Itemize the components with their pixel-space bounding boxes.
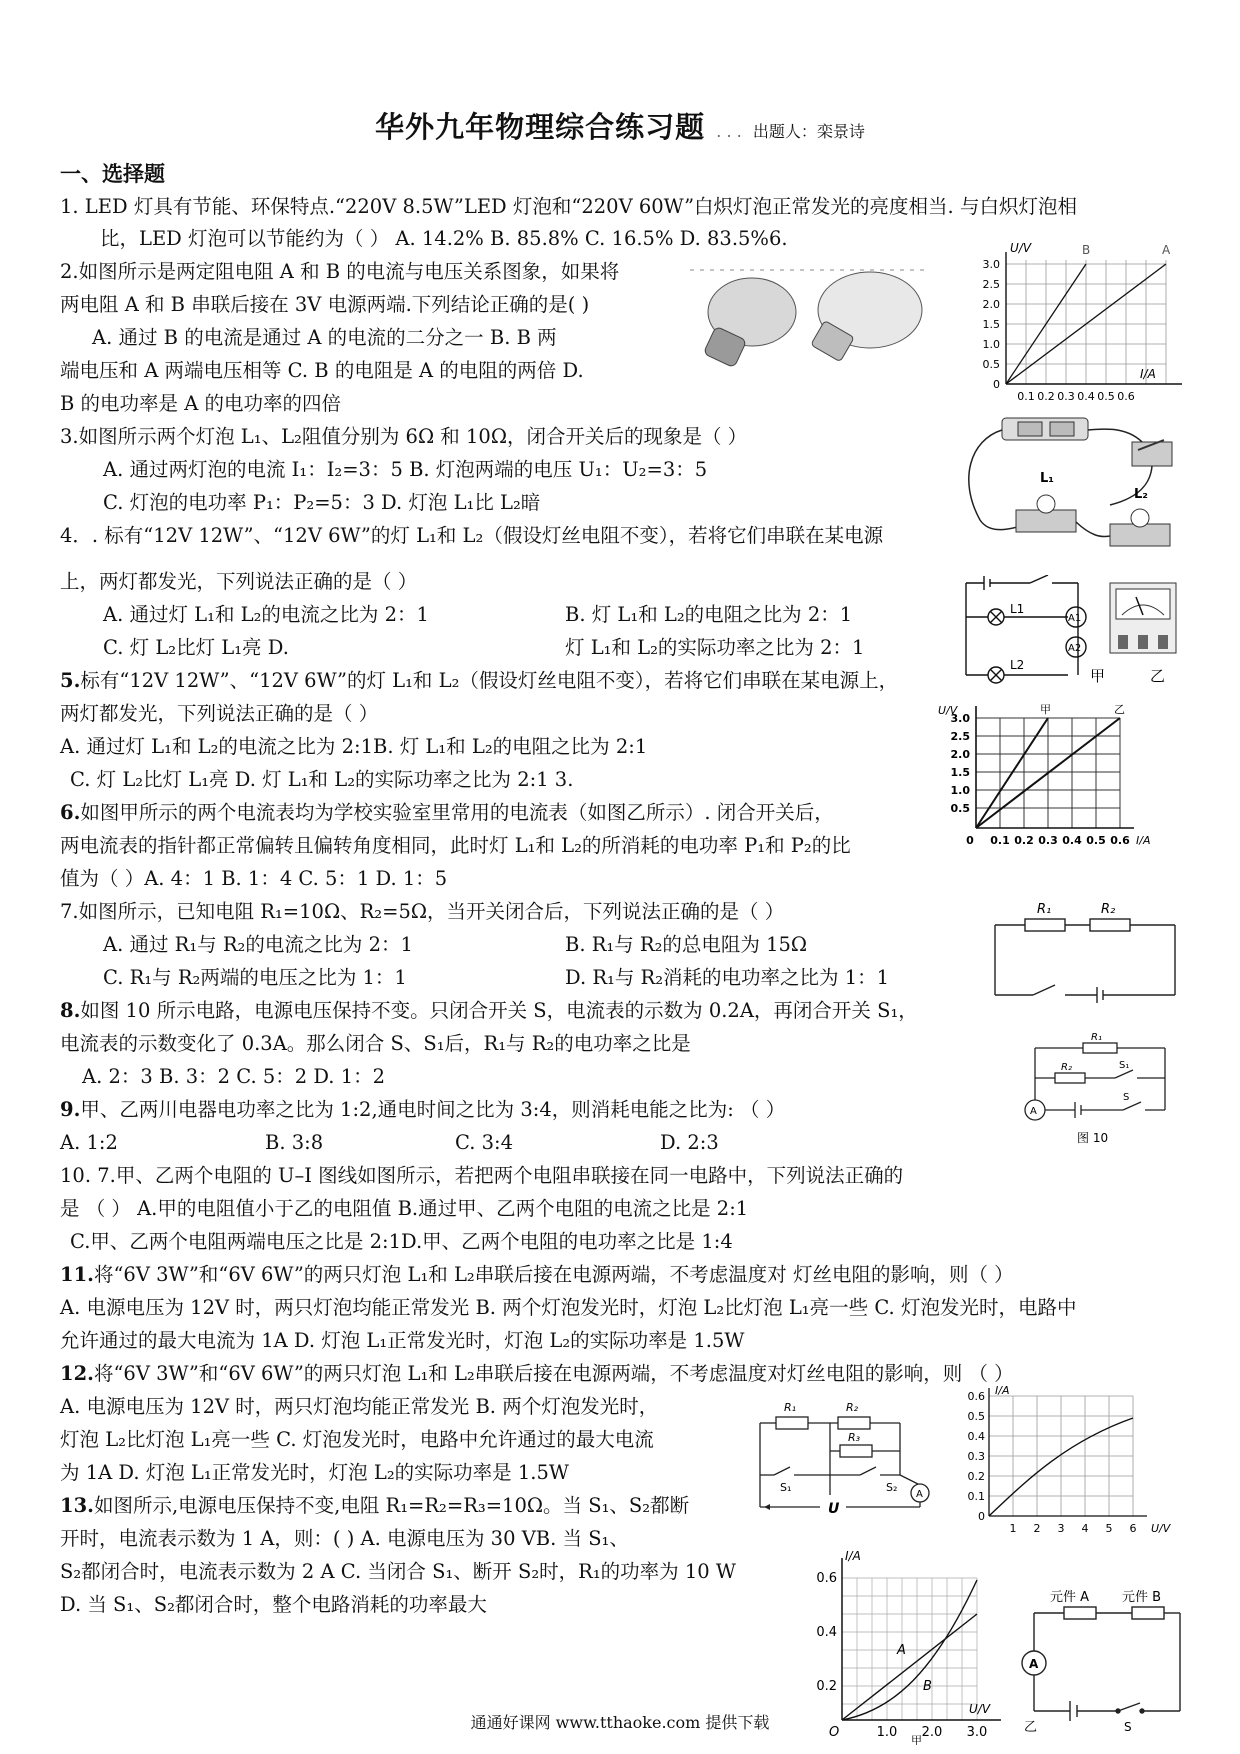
lamp-l2-label: L2 <box>1010 658 1025 672</box>
y-tick: 0.1 <box>967 1490 985 1503</box>
y-tick: 0.4 <box>816 1625 837 1640</box>
q9-option-a: A. 1:2 <box>60 1131 118 1154</box>
resistor-r3-label: R₃ <box>848 1431 861 1444</box>
q13-line4: D. 当 S₁、S₂都闭合时，整个电路消耗的功率最大 <box>60 1593 487 1616</box>
q9-text: 甲、乙两川电器电功率之比为 1:2,通电时间之比为 3:4，则消耗电能之比为: （ ） <box>80 1098 786 1121</box>
element-a-label: 元件 A <box>1050 1590 1090 1605</box>
x-tick: 0.5 <box>1097 390 1115 403</box>
x-tick: 1.0 <box>876 1725 898 1740</box>
y-tick: 0.5 <box>982 358 1000 371</box>
q11-line3: 允许通过的最大电流为 1A D. 灯泡 L₁正常发光时，灯泡 L₂的实际功率是 1.5W <box>60 1329 745 1352</box>
q4-line1: 4．. 标有“12V 12W”、“12V 6W”的灯 L₁和 L₂（假设灯丝电阻不变），若将它们串联在某电源 <box>60 524 884 547</box>
ammeter-label: A <box>916 1489 923 1500</box>
x-tick: 3.0 <box>966 1725 988 1740</box>
q2-line3: A. 通过 B 的电流是通过 A 的电流的二分之一 B. B 两 <box>92 326 557 349</box>
y-axis-label: I/A <box>845 1550 861 1563</box>
series-b-label: B <box>1082 243 1091 257</box>
q5-line4: C. 灯 L₂比灯 L₁亮 D. 灯 L₁和 L₂的实际功率之比为 2:1 3. <box>70 768 574 791</box>
title-dots: . . . <box>716 122 742 141</box>
q4-line2: 上，两灯都发光，下列说法正确的是（ ） <box>60 570 418 593</box>
y-tick: 2.5 <box>950 730 970 743</box>
y-tick: 1.5 <box>950 766 970 779</box>
element-b-label: 元件 B <box>1122 1590 1162 1605</box>
q13-number: 13. <box>60 1494 94 1517</box>
x-tick: 5 <box>1105 1522 1113 1535</box>
q10-line1: 10. 7.甲、乙两个电阻的 U–I 图线如图所示，若把两个电阻串联接在同一电路中，下列说法正确的 <box>60 1164 904 1187</box>
x-tick: 0.6 <box>1110 834 1130 847</box>
x-tick: 0.1 <box>1017 390 1035 403</box>
q11-text: 将“6V 3W”和“6V 6W”的两只灯泡 L₁和 L₂串联后接在电源两端，不考虑温度对 灯丝电阻的影响，则（ ） <box>93 1263 1014 1286</box>
y-tick: 0.6 <box>967 1390 985 1403</box>
graph-jiayi <box>930 700 1170 850</box>
lamp-l2-icon <box>1131 509 1149 527</box>
voltage-u-label: U <box>828 1501 840 1517</box>
ammeter-a1-label: A1 <box>1068 613 1082 624</box>
q5-line3: A. 通过灯 L₁和 L₂的电流之比为 2:1B. 灯 L₁和 L₂的电阻之比为 2:1 <box>60 735 648 758</box>
q3-option-c-d: C. 灯泡的电功率 P₁：P₂=5：3 D. 灯泡 L₁比 L₂暗 <box>103 491 541 514</box>
series-jia-line <box>976 718 1048 828</box>
ammeter-icon <box>1110 583 1176 653</box>
x-tick: 4 <box>1081 1522 1089 1535</box>
q5-number: 5. <box>60 669 81 692</box>
q12-line3: 灯泡 L₂比灯泡 L₁亮一些 C. 灯泡发光时，电路中允许通过的最大电流 <box>60 1428 654 1451</box>
q1-line2: 比，LED 灯泡可以节能约为（ ） A. 14.2% B. 85.8% C. 16.5% D. 83.5%6. <box>100 227 788 250</box>
q5-line1 <box>60 664 898 697</box>
q4-option-a: A. 通过灯 L₁和 L₂的电流之比为 2：1 <box>103 603 429 626</box>
q7-option-c: C. R₁与 R₂两端的电压之比为 1：1 <box>103 966 407 989</box>
switch-s-label: S <box>1124 1720 1132 1734</box>
y-tick: 3.0 <box>950 712 970 725</box>
x-axis-label: I/A <box>1136 834 1151 847</box>
ammeter-label: A <box>1029 1657 1039 1671</box>
q10-line2: 是 （ ） A.甲的电阻值小于乙的电阻值 B.通过甲、乙两个电阻的电流之比是 2:1 <box>60 1197 749 1220</box>
y-tick: 1.0 <box>950 784 970 797</box>
q6-number: 6. <box>60 801 81 824</box>
q7-option-a: A. 通过 R₁与 R₂的电流之比为 2：1 <box>103 933 413 956</box>
y-tick: 0 <box>993 378 1000 391</box>
led-bulb-icon <box>703 278 796 368</box>
series-a-label: A <box>897 1643 906 1658</box>
figure-jia-caption: 甲 <box>911 1734 922 1745</box>
q13-text: 如图所示,电源电压保持不变,电阻 R₁=R₂=R₃=10Ω。当 S₁、S₂都断 <box>93 1494 690 1517</box>
x-tick: 3 <box>1057 1522 1065 1535</box>
circuit-q13 <box>750 1395 950 1525</box>
q1-line1: 1. LED 灯具有节能、环保特点.“220V 8.5W”LED 灯泡和“220V 60W”白炽灯泡正常发光的亮度相当. 与白炽灯泡相 <box>60 195 1077 218</box>
q12-number: 12. <box>60 1362 94 1385</box>
q11-line1 <box>60 1258 1014 1291</box>
q8-line1 <box>60 994 918 1027</box>
y-tick: 2.0 <box>982 298 1000 311</box>
q9-line1 <box>60 1093 785 1126</box>
x-tick: 0.4 <box>1062 834 1082 847</box>
series-jia-label: 甲 <box>1040 703 1051 716</box>
y-tick: 1.5 <box>982 318 1000 331</box>
resistor-r2-label: R₂ <box>1061 1062 1072 1073</box>
q8-line3: A. 2：3 B. 3：2 C. 5：2 D. 1：2 <box>82 1065 386 1088</box>
ammeter-a2-label: A2 <box>1068 643 1082 654</box>
q12-line2: A. 电源电压为 12V 时，两只灯泡均能正常发光 B. 两个灯泡发光时， <box>60 1395 659 1418</box>
author-line: 出题人：栾景诗 <box>752 122 865 141</box>
circuit-fig10 <box>1015 1030 1185 1170</box>
q5-line2: 两灯都发光，下列说法正确的是（ ） <box>60 702 379 725</box>
y-axis-label: U/V <box>1010 241 1032 255</box>
graph-q12 <box>955 1382 1185 1542</box>
origin-label: O <box>829 1725 840 1740</box>
q13-line1 <box>60 1489 689 1522</box>
resistor-r1-label: R₁ <box>1037 902 1052 917</box>
graph-ab <box>960 238 1190 408</box>
q2-line5: B 的电功率是 A 的电功率的四倍 <box>60 392 342 415</box>
incandescent-bulb-icon <box>811 272 922 362</box>
series-a-label: A <box>1162 243 1171 257</box>
x-tick: 6 <box>1129 1522 1137 1535</box>
resistor-r2-label: R₂ <box>846 1401 859 1414</box>
q8-number: 8. <box>60 999 81 1022</box>
x-tick: 0.1 <box>990 834 1010 847</box>
q6-line3: 值为（ ）A. 4：1 B. 1：4 C. 5：1 D. 1：5 <box>60 867 448 890</box>
y-tick: 0.5 <box>967 1410 985 1423</box>
figure-yi-caption: 乙 <box>1150 667 1166 685</box>
x-axis-label: U/V <box>969 1702 991 1716</box>
q12-line1 <box>60 1357 1014 1390</box>
bulb-photos <box>690 262 950 374</box>
q3-option-a-b: A. 通过两灯泡的电流 I₁：I₂=3：5 B. 灯泡两端的电压 U₁：U₂=3：5 <box>103 458 708 481</box>
ammeter-label: A <box>1030 1106 1037 1117</box>
x-tick: 2 <box>1033 1522 1041 1535</box>
q13-line3: S₂都闭合时，电流表示数为 2 A C. 当闭合 S₁、断开 S₂时，R₁的功率为 10 W <box>60 1560 736 1583</box>
y-axis-label: I/A <box>995 1384 1010 1397</box>
switch-s2-label: S₂ <box>886 1481 898 1494</box>
y-tick: 0 <box>978 1510 985 1523</box>
y-axis-label: U/V <box>938 704 958 717</box>
q11-line2: A. 电源电压为 12V 时，两只灯泡均能正常发光 B. 两个灯泡发光时，灯泡 L₂比灯泡 L₁亮一些 C. 灯泡发光时，电路中 <box>60 1296 1077 1319</box>
q9-option-b: B. 3:8 <box>265 1131 324 1154</box>
x-tick: 0.5 <box>1086 834 1106 847</box>
x-axis-label: U/V <box>1151 1522 1171 1535</box>
footer-credit: 通通好课网 www.tthaoke.com 提供下载 <box>470 1713 770 1732</box>
q4-option-d: 灯 L₁和 L₂的实际功率之比为 2：1 <box>565 636 865 659</box>
lamp-l1-label: L₁ <box>1040 471 1054 486</box>
q10-line3: C.甲、乙两个电阻两端电压之比是 2:1D.甲、乙两个电阻的电功率之比是 1:4 <box>70 1230 733 1253</box>
q2-line2: 两电阻 A 和 B 串联后接在 3V 电源两端.下列结论正确的是( ) <box>60 293 590 316</box>
y-tick: 0.5 <box>950 802 970 815</box>
section-title: 一、选择题 <box>60 161 165 186</box>
page-title: 华外九年物理综合练习题 <box>375 110 706 144</box>
q6-line1 <box>60 796 834 829</box>
y-tick: 3.0 <box>982 258 1000 271</box>
q8-text: 如图 10 所示电路，电源电压保持不变。只闭合开关 S，电流表的示数为 0.2A，再闭合开关 S₁， <box>80 999 918 1022</box>
switch-s-label: S <box>1123 1092 1130 1103</box>
y-tick: 0.6 <box>816 1571 837 1586</box>
x-tick: 0.3 <box>1057 390 1075 403</box>
x-tick: 0.4 <box>1077 390 1095 403</box>
resistor-r2-label: R₂ <box>1101 902 1116 917</box>
x-tick: 0.2 <box>1014 834 1034 847</box>
resistor-r1-label: R₁ <box>784 1401 797 1414</box>
switch-s1-label: S₁ <box>780 1481 792 1494</box>
switch-s1-label: S₁ <box>1119 1060 1130 1071</box>
y-tick: 2.5 <box>982 278 1000 291</box>
x-tick: 2.0 <box>921 1725 943 1740</box>
lamp-l2-label: L₂ <box>1134 487 1148 502</box>
series-yi-label: 乙 <box>1114 703 1125 716</box>
y-tick: 0.2 <box>967 1470 985 1483</box>
y-tick: 2.0 <box>950 748 970 761</box>
q9-option-c: C. 3:4 <box>455 1131 514 1154</box>
q5-text: 标有“12V 12W”、“12V 6W”的灯 L₁和 L₂（假设灯丝电阻不变），若将它们串联在某电源上， <box>80 669 899 692</box>
q7-option-d: D. R₁与 R₂消耗的电功率之比为 1：1 <box>565 966 890 989</box>
y-tick: 0.3 <box>967 1450 985 1463</box>
q11-number: 11. <box>60 1263 94 1286</box>
figure-jia-caption: 甲 <box>1090 667 1106 685</box>
q9-number: 9. <box>60 1098 81 1121</box>
q9-option-d: D. 2:3 <box>660 1131 719 1154</box>
q13-line2: 开时，电流表示数为 1 A，则：( ) A. 电源电压为 30 VB. 当 S₁、 <box>60 1527 629 1550</box>
y-tick: 1.0 <box>982 338 1000 351</box>
y-tick: 0.2 <box>816 1679 837 1694</box>
y-tick: 0.4 <box>967 1430 985 1443</box>
q7-line1: 7.如图所示，已知电阻 R₁=10Ω、R₂=5Ω，当开关闭合后，下列说法正确的是（ ） <box>60 900 785 923</box>
q8-line2: 电流表的示数变化了 0.3A。那么闭合 S、S₁后，R₁与 R₂的电功率之比是 <box>60 1032 691 1055</box>
q12-line4: 为 1A D. 灯泡 L₁正常发光时，灯泡 L₂的实际功率是 1.5W <box>60 1461 569 1484</box>
q2-line4: 端电压和 A 两端电压相等 C. B 的电阻是 A 的电阻的两倍 D. <box>60 359 584 382</box>
lamp-l1-label: L1 <box>1010 602 1025 616</box>
q4-option-c: C. 灯 L₂比灯 L₁亮 D. <box>103 636 289 659</box>
q2-line1: 2.如图所示是两定阻电阻 A 和 B 的电流与电压关系图象，如果将 <box>60 260 620 283</box>
circuit-jia-yi <box>960 575 1190 687</box>
circuit-r1r2 <box>985 895 1185 1007</box>
series-b-label: B <box>923 1679 932 1694</box>
q3-line1: 3.如图所示两个灯泡 L₁、L₂阻值分别为 6Ω 和 10Ω，闭合开关后的现象是（ ） <box>60 425 748 448</box>
page-header <box>0 105 1240 146</box>
x-tick: 0.3 <box>1038 834 1058 847</box>
figure-yi-caption: 乙 <box>1024 1720 1038 1735</box>
q6-line2: 两电流表的指针都正常偏转且偏转角度相同，此时灯 L₁和 L₂的所消耗的电功率 P₁和 P₂的比 <box>60 834 851 857</box>
resistor-r1-label: R₁ <box>1091 1032 1102 1043</box>
x-tick: 0.2 <box>1037 390 1055 403</box>
x-tick: 0.6 <box>1117 390 1135 403</box>
battery-box-icon <box>1002 418 1088 440</box>
q12-text: 将“6V 3W”和“6V 6W”的两只灯泡 L₁和 L₂串联后接在电源两端，不考虑温度对灯丝电阻的影响，则 （ ） <box>93 1362 1014 1385</box>
x-tick: 1 <box>1009 1522 1017 1535</box>
q6-text: 如图甲所示的两个电流表均为学校实验室里常用的电流表（如图乙所示）. 闭合开关后， <box>80 801 834 824</box>
q7-option-b: B. R₁与 R₂的总电阻为 15Ω <box>565 933 808 956</box>
figure-10-caption: 图 10 <box>1077 1131 1109 1145</box>
circuit-lamps <box>960 410 1180 558</box>
x-tick: 0 <box>966 834 974 847</box>
q4-option-b: B. 灯 L₁和 L₂的电阻之比为 2：1 <box>565 603 853 626</box>
lamp-l1-icon <box>1037 495 1055 513</box>
x-axis-label: I/A <box>1140 367 1156 381</box>
